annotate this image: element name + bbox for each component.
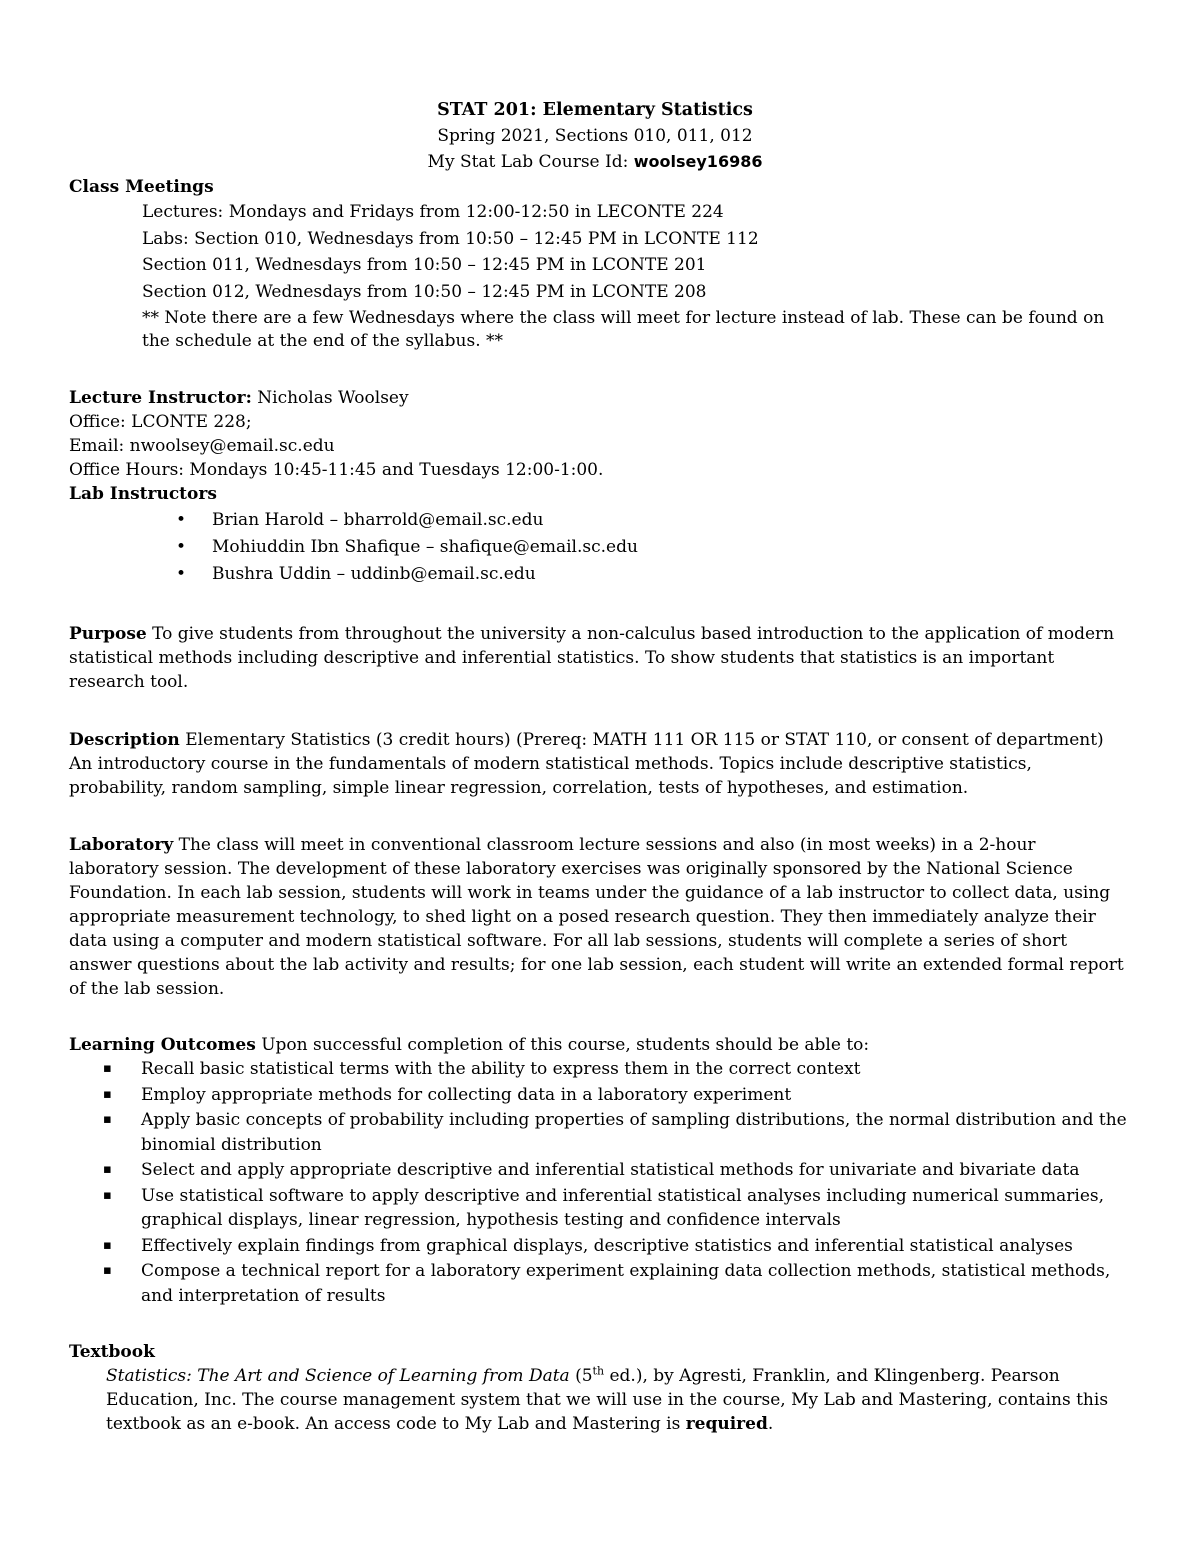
bullet-icon: • [176,537,187,557]
lab-instructor-text: Bushra Uddin – uddinb@email.sc.edu [212,564,536,584]
meeting-line: Section 012, Wednesdays from 10:50 – 12:45 PM in LCONTE 208 [142,281,707,302]
textbook-body [106,1364,1116,1436]
textbook-title: Statistics: The Art and Science of Learning from Data [106,1366,570,1386]
class-meetings-heading: Class Meetings [69,177,214,197]
lab-instructors-list-wrap [69,507,1129,588]
instructor-line [69,386,1129,410]
list-item [69,1259,1129,1308]
purpose-section [69,622,1129,694]
instructor-name: Nicholas Woolsey [251,388,409,408]
instructor-hours: Office Hours: Mondays 10:45-11:45 and Tuesdays 12:00-1:00. [69,460,604,480]
course-id-value: woolsey16986 [633,152,763,171]
bullet-icon: ▪ [103,1162,112,1177]
description-label: Description [69,730,180,750]
textbook-details: ed.), by Agresti, Franklin, and Klingenberg. Pearson Education, Inc. The course management system that we will use in the course, My Lab and Mastering, contains this textbook as an e-book. An access code to My Lab and Mastering is [106,1366,1109,1434]
instructor-section [69,386,1129,506]
textbook-heading: Textbook [69,1342,155,1362]
meeting-line: Section 011, Wednesdays from 10:50 – 12:45 PM in LCONTE 201 [142,255,707,275]
learning-outcomes-intro-text: Upon successful completion of this course, students should be able to: [255,1035,870,1055]
outcome-text: Use statistical software to apply descriptive and inferential statistical analyses including numerical summaries, graphical displays, linear regression, hypothesis testing and confidence intervals [141,1185,1105,1230]
outcome-text: Select and apply appropriate descriptive and inferential statistical methods for univariate and bivariate data [141,1160,1080,1180]
list-item [69,534,1129,561]
learning-outcomes-intro [69,1033,1129,1057]
course-id-line [0,149,1190,175]
list-item [69,1108,1129,1157]
bullet-icon: ▪ [103,1237,112,1253]
textbook-section [69,1340,1129,1436]
lab-instructor-text: Mohiuddin Ibn Shafique – shafique@email.sc.edu [212,537,638,557]
laboratory-label: Laboratory [69,835,174,855]
laboratory-text: The class will meet in conventional classroom lecture sessions and also (in most weeks) in a 2-hour laboratory session. The development of these laboratory exercises was originally sponsored by the National Science Foundation. In each lab session, students will work in teams under the guidance of a lab instructor to collect data, using appropriate measurement technology, to shed light on a posed research question. They then immediately analyze their data using a computer and modern statistical software. For all lab sessions, students will complete a series of short answer questions about the lab activity and results; for one lab session, each student will write an extended formal report of the lab session. [69,835,1124,999]
bullet-icon: • [176,564,187,584]
instructor-office: Office: LCONTE 228; [69,412,252,432]
meeting-note: ** Note there are a few Wednesdays where the class will meet for lecture instead of lab. These can be found on the schedule at the end of the syllabus. ** [142,308,1105,351]
bullet-icon: ▪ [103,1061,112,1076]
bullet-icon: ▪ [103,1263,112,1278]
textbook-end: . [767,1414,774,1434]
bullet-icon: • [176,510,187,530]
outcome-text: Recall basic statistical terms with the ability to express them in the correct context [141,1059,861,1079]
purpose-label: Purpose [69,624,147,644]
list-item [69,1184,1129,1233]
class-meetings-section [69,175,1129,353]
description-section [69,728,1129,800]
description-text: Elementary Statistics (3 credit hours) (Prereq: MATH 111 OR 115 or STAT 110, or consent of department) An introductory course in the fundamentals of modern statistical methods. Topics include descriptive statistics, probability, random sampling, simple linear regression, correlation, tests of hypotheses, and estimation. [69,730,1104,798]
textbook-required: required [685,1414,768,1434]
purpose-text: To give students from throughout the university a non-calculus based introduction to the application of modern statistical methods including descriptive and inferential statistics. To show students that statistics is an important research tool. [69,624,1115,692]
laboratory-section [69,833,1129,1001]
meeting-line: Lectures: Mondays and Fridays from 12:00-12:50 in LECONTE 224 [142,202,724,222]
lab-instructor-text: Brian Harold – bharrold@email.sc.edu [212,510,544,530]
list-item [69,1057,1129,1082]
textbook-edition-open: (5 [569,1366,593,1386]
outcome-text: Effectively explain findings from graphical displays, descriptive statistics and inferential statistical analyses [141,1235,1073,1256]
bullet-icon: ▪ [103,1086,112,1102]
learning-outcomes-section [69,1033,1129,1309]
outcome-text: Employ appropriate methods for collecting data in a laboratory experiment [141,1084,792,1105]
course-term: Spring 2021, Sections 010, 011, 012 [437,126,753,146]
instructor-label: Lecture Instructor: [69,388,252,408]
meeting-line: Labs: Section 010, Wednesdays from 10:50 – 12:45 PM in LCONTE 112 [142,228,759,249]
list-item [69,1234,1129,1259]
list-item [69,507,1129,534]
bullet-icon: ▪ [103,1187,112,1203]
instructor-email: Email: nwoolsey@email.sc.edu [69,436,335,456]
textbook-edition-sup: th [592,1364,605,1378]
document-header [0,97,1190,175]
course-title: STAT 201: Elementary Statistics [437,100,753,120]
list-item [69,1083,1129,1108]
lab-instructors-heading: Lab Instructors [69,484,217,504]
lab-instructors-list [69,507,1129,588]
bullet-icon: ▪ [103,1112,112,1127]
list-item [69,1158,1129,1183]
outcome-text: Apply basic concepts of probability including properties of sampling distributions, the normal distribution and the binomial distribution [141,1110,1127,1155]
list-item [69,561,1129,588]
outcome-text: Compose a technical report for a laboratory experiment explaining data collection methods, statistical methods, and interpretation of results [141,1261,1111,1306]
learning-outcomes-label: Learning Outcomes [69,1035,256,1055]
learning-outcomes-list [69,1057,1129,1308]
course-id-label: My Stat Lab Course Id: [427,152,634,172]
